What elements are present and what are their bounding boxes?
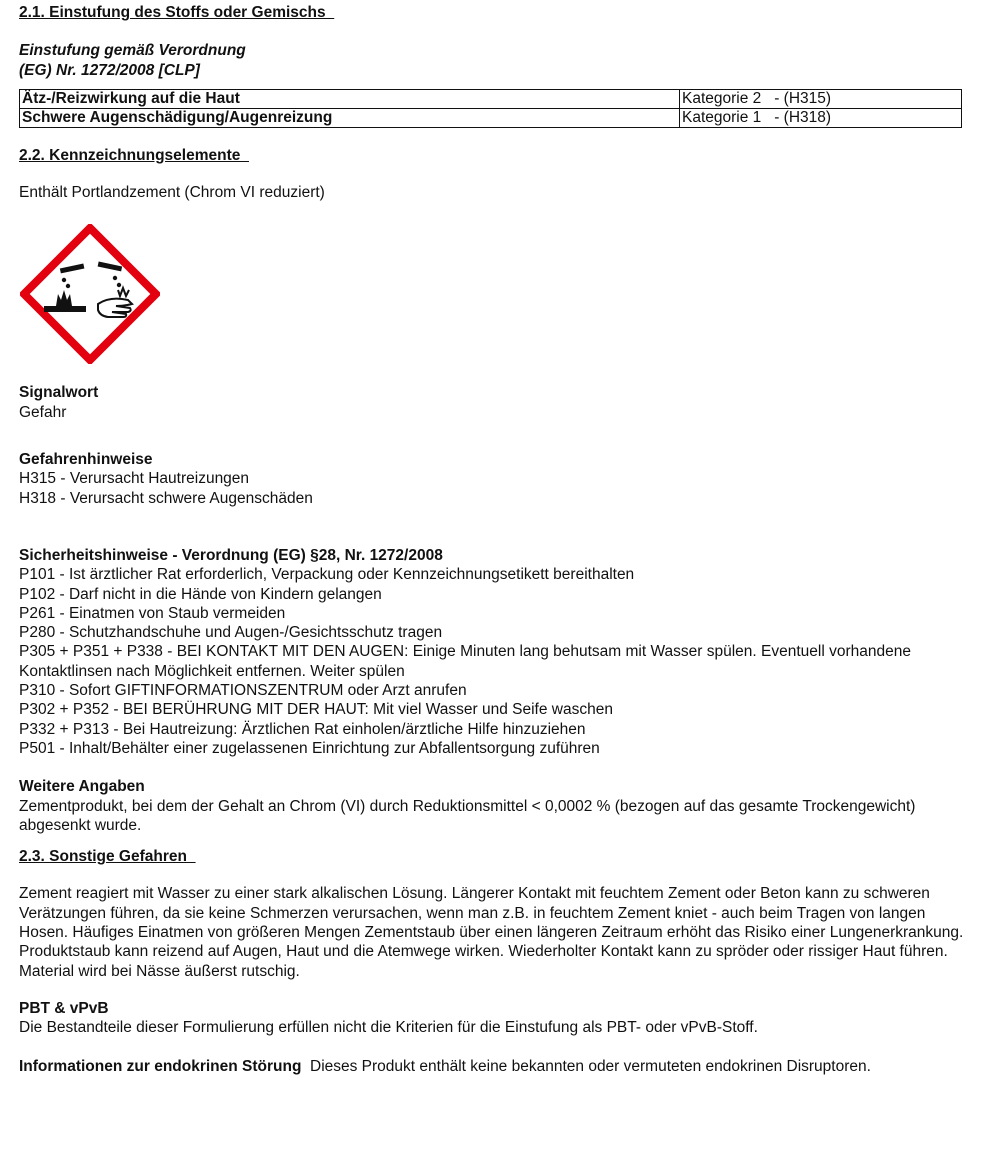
signal-word-block [19,383,969,422]
signal-word: Gefahr [19,403,67,421]
hazard-class-cell: Schwere Augenschädigung/Augenreizung [20,108,680,127]
list-item: P280 - Schutzhandschuhe und Augen-/Gesichtsschutz tragen [19,624,443,642]
list-item: P310 - Sofort GIFTINFORMATIONSZENTRUM oder Arzt anrufen [19,682,467,700]
signal-word-label: Signalwort [19,384,99,402]
pbt-label: PBT & vPvB [19,999,109,1017]
sds-section-2 [19,3,969,1076]
further-info-text: Zementprodukt, bei dem der Gehalt an Chrom (VI) durch Reduktionsmittel < 0,0002 % (bezogen auf das gesamte Trockengewicht) abgesenkt wurde. [19,797,916,834]
heading-2-2: 2.2. Kennzeichnungselemente [19,146,249,164]
pbt-text: Die Bestandteile dieser Formulierung erfüllen nicht die Kriterien für die Einstufung als PBT- oder vPvB-Stoff. [19,1019,758,1037]
other-hazards-text: Zement reagiert mit Wasser zu einer stark alkalischen Lösung. Längerer Kontakt mit feuchtem Zement oder Beton kann zu schweren Verätzungen führen, da sie keine Schmerzen verursachen, wenn man z.B. in feuchtem Zement kniet - auch beim Tragen von langen Hosen. Häufiges Einatmen von größeren Mengen Zementstaub über einen längeren Zeitraum erhöht das Risiko einer Lungenerkrankung. Produktstaub kann reizend auf Augen, Haut und die Atemwege wirken. Wiederholter Kontakt kann zu spröder oder rissiger Haut führen. Material wird bei Nässe äußerst rutschig. [19,885,968,980]
hazard-category-cell: Kategorie 2 - (H315) [680,89,962,108]
precautionary-block [19,546,969,758]
subtitle-line-1: Einstufung gemäß Verordnung [19,42,246,60]
list-item: P332 + P313 - Bei Hautreizung: Ärztlichen Rat einholen/ärztliche Hilfe hinzuziehen [19,720,586,738]
table-row [20,89,962,108]
list-item: P261 - Einatmen von Staub vermeiden [19,604,286,622]
subtitle-line-2: (EG) Nr. 1272/2008 [CLP] [19,61,200,79]
hazard-statements-block [19,450,969,508]
classification-subtitle [19,41,969,80]
ghs05-corrosion-icon [20,224,160,364]
further-info-block [19,777,969,835]
endocrine-label: Informationen zur endokrinen Störung [19,1057,302,1075]
heading-2-1: 2.1. Einstufung des Stoffs oder Gemischs [19,4,335,21]
hazard-statements-label: Gefahrenhinweise [19,451,153,469]
endocrine-block [19,1057,969,1076]
hazard-class-cell: Ätz-/Reizwirkung auf die Haut [20,89,680,108]
list-item: P305 + P351 + P338 - BEI KONTAKT MIT DEN AUGEN: Einige Minuten lang behutsam mit Wasser spülen. Eventuell vorhandene Kontaktlinsen nach Möglichkeit entfernen. Weiter spülen [19,643,911,680]
further-info-label: Weitere Angaben [19,778,145,796]
list-item: H318 - Verursacht schwere Augenschäden [19,489,313,507]
list-item: H315 - Verursacht Hautreizungen [19,470,250,488]
contains-text: Enthält Portlandzement (Chrom VI reduziert) [19,184,325,202]
hazard-category-cell: Kategorie 1 - (H318) [680,108,962,127]
list-item: P101 - Ist ärztlicher Rat erforderlich, Verpackung oder Kennzeichnungsetikett bereithalten [19,566,635,584]
table-row [20,108,962,127]
heading-2-3: 2.3. Sonstige Gefahren [19,848,196,866]
classification-table [19,89,962,128]
precautionary-label: Sicherheitshinweise - Verordnung (EG) §28, Nr. 1272/2008 [19,546,443,564]
list-item: P501 - Inhalt/Behälter einer zugelassenen Einrichtung zur Abfallentsorgung zuführen [19,739,600,757]
list-item: P102 - Darf nicht in die Hände von Kindern gelangen [19,585,382,603]
pbt-block [19,999,969,1038]
list-item: P302 + P352 - BEI BERÜHRUNG MIT DER HAUT: Mit viel Wasser und Seife waschen [19,701,613,719]
endocrine-text: Dieses Produkt enthält keine bekannten oder vermuteten endokrinen Disruptoren. [310,1057,871,1075]
